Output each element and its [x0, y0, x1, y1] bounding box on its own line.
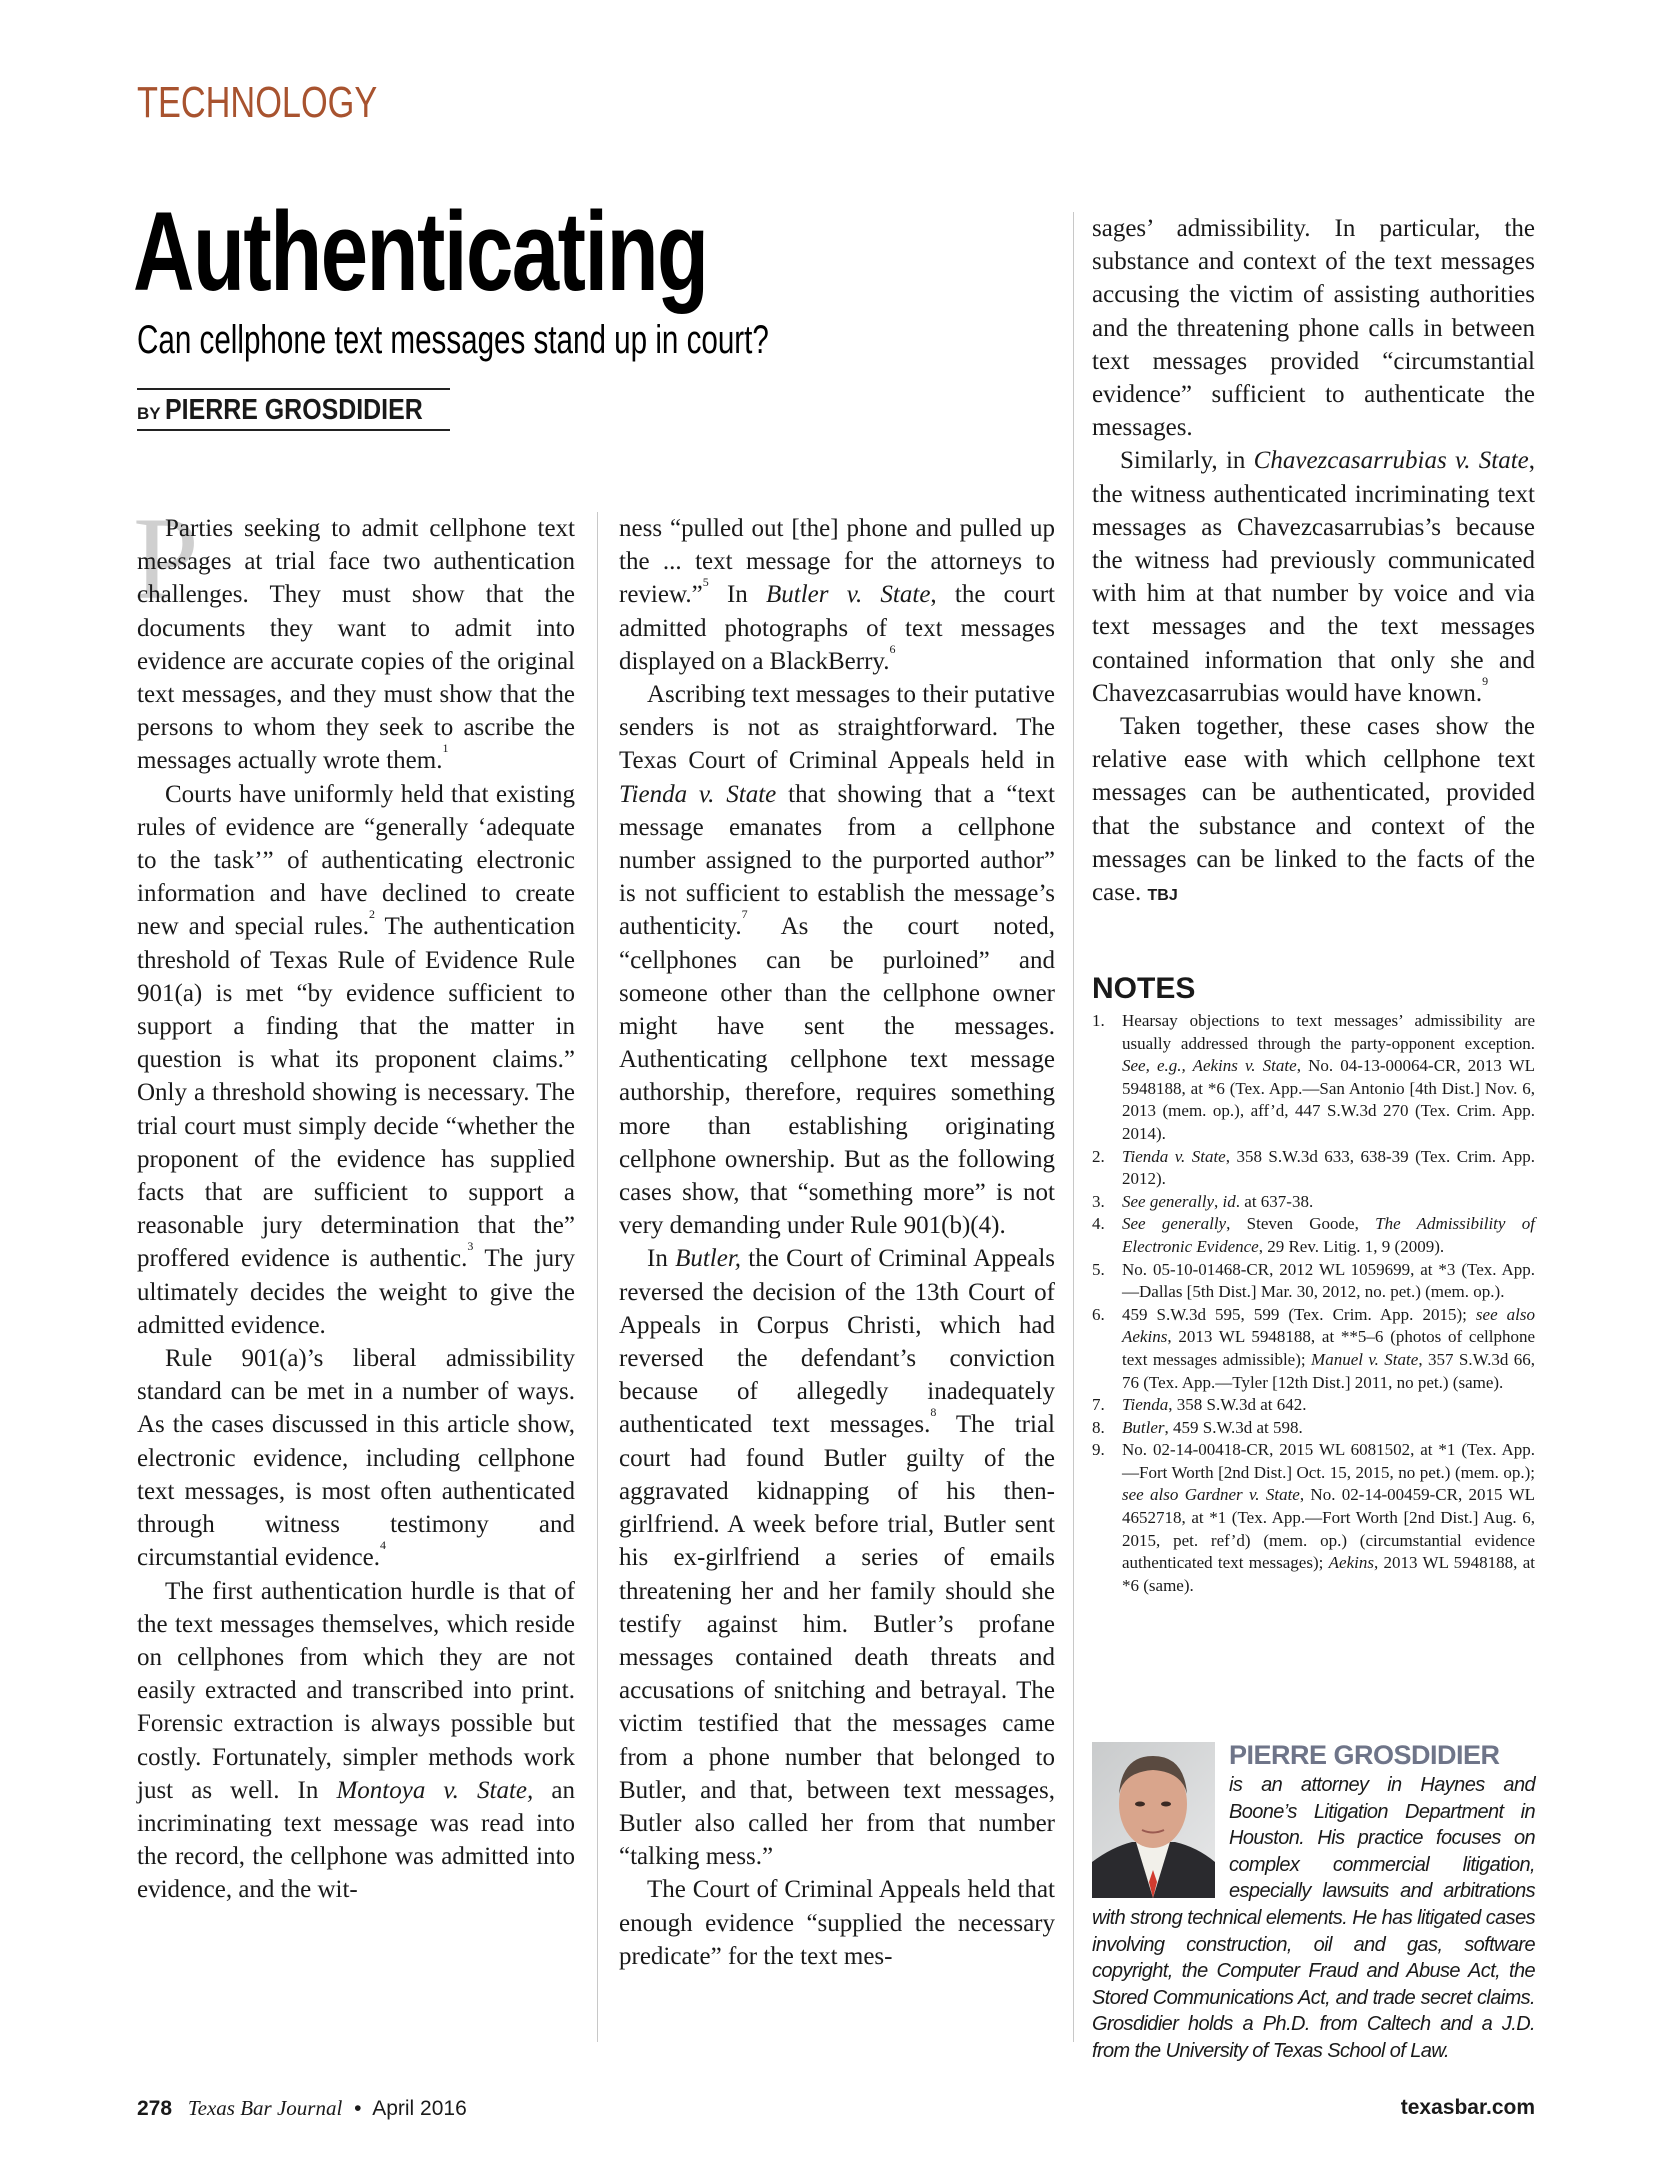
footnote-marker: 5 [702, 575, 709, 590]
article-title: Authenticating [133, 189, 708, 314]
website-link[interactable]: texasbar.com [1400, 2096, 1535, 2119]
text-run: As the court noted, “cellphones can be purloined” and someone other than the cellphone owner might have sent the messages. Authenticating cellphone text message authorship, therefore, requires something more than establishing originating cellphone ownership. But as the following cases show, that “something more” is not very demanding under Rule 901(b)(4). [619, 913, 1055, 1240]
text-run: The authentication threshold of Texas Rule of Evidence Rule 901(a) is met “by evidence sufficient to support a finding that the matter in question is what its proponent claims.” Only a threshold showing is necessary. The trial court must simply decide “whether the proponent of the evidence has supplied facts that are sufficient to support a reasonable jury determination that the” proffered evidence is authentic. [137, 913, 575, 1273]
footnote-number: 1. [1092, 1011, 1105, 1030]
footnote-marker: 3 [467, 1239, 474, 1254]
text-run: . at 637-38. [1235, 1191, 1314, 1211]
text-run: Courts have uniformly held that existing rules of evidence are “generally ‘adequate to the task’” of authenticating electronic information and have declined to create new and special rules. [137, 780, 575, 941]
paragraph [619, 1242, 1055, 1873]
text-run: 459 S.W.3d 595, 599 (Tex. Crim. App. 2015); [1122, 1304, 1476, 1324]
text-run: an incriminating text message was read into the record, the cellphone was admitted into evidence, and the wit- [137, 1776, 575, 1904]
paragraph [137, 778, 575, 1342]
italic-citation: id [1222, 1191, 1236, 1211]
text-run: , 2013 WL 5948188, at *6 (same). [1122, 1553, 1536, 1595]
paragraph [137, 512, 575, 778]
footnote [1092, 1146, 1535, 1191]
author-bio [1092, 1738, 1535, 2065]
bio-author-name: PIERRE GROSDIDIER [1229, 1740, 1500, 1770]
byline-author: PIERRE GROSDIDIER [165, 394, 423, 426]
text-run: , 357 S.W.3d 66, 76 (Tex. App.—Tyler [12th Dist.] 2011, no pet.) (same). [1122, 1349, 1535, 1392]
footnote-number: 9. [1092, 1440, 1105, 1460]
journal-name: Texas Bar Journal [187, 2096, 343, 2120]
footer-separator: • [354, 2097, 362, 2120]
footnote-marker: 1 [442, 741, 449, 756]
italic-citation: see also Aekins [1122, 1304, 1536, 1347]
text-run: , the witness authenticated incriminating text messages as Chavezcasarrubias’s because the witness had previously communicated with him at that number by voice and via text messages and the text messages contained information that only she and Chavezcasarrubias would have known. [1092, 447, 1535, 707]
footnote-marker: 4 [379, 1538, 386, 1553]
article-subtitle: Can cellphone text messages stand up in court? [137, 318, 769, 362]
text-run: , the court admitted photographs of text messages displayed on a BlackBerry. [619, 581, 1056, 675]
text-run: Similarly, in [1120, 447, 1254, 475]
text-run: Parties seeking to admit cellphone text messages at trial face two authentication challenges. They must show that the documents they want to admit into evidence are accurate copies of the original text messages, and they must show that the persons to whom they seek to ascribe the messages actually wrote them. [137, 515, 575, 775]
footnote-marker: 8 [930, 1405, 937, 1420]
column-divider [597, 512, 598, 2042]
footnote [1092, 1417, 1535, 1440]
column-divider [1073, 212, 1074, 2042]
footnote-number: 3. [1092, 1191, 1105, 1211]
footnote-marker: 9 [1482, 673, 1489, 688]
footnote [1092, 1259, 1535, 1304]
italic-citation: see also Gardner v. State [1122, 1485, 1300, 1505]
italic-citation: Montoya v. State, [336, 1776, 534, 1804]
text-run: In [647, 1245, 676, 1273]
italic-citation: See generally [1122, 1191, 1215, 1211]
text-run: , No. 04-13-00064-CR, 2013 WL 5948188, at *6 (Tex. App.—San Antonio [4th Dist.] Nov. 6, 2013 (mem. op.), aff’d, 447 S.W.3d 270 (Tex. Crim. App. 2014). [1122, 1056, 1536, 1143]
italic-citation: Butler v. State [766, 581, 931, 609]
text-run: , 358 S.W.3d at 642. [1168, 1395, 1307, 1415]
text-run: The first authentication hurdle is that of the text messages themselves, which reside on cellphones from which they are not easily extracted and transcribed into print. Forensic extraction is always possible but costly. Fortunately, simpler methods work just as well. In [137, 1577, 575, 1804]
text-run: Hearsay objections to text messages’ admissibility are usually addressed through the party-opponent exception. [1122, 1011, 1535, 1053]
italic-citation: Tienda [1122, 1395, 1169, 1415]
text-run: No. 05-10-01468-CR, 2012 WL 1059699, at *3 (Tex. App.—Dallas [5th Dist.] Mar. 30, 2012, no. pet.) (mem. op.). [1122, 1259, 1535, 1302]
text-run: , 358 S.W.3d 633, 638-39 (Tex. Crim. App. 2012). [1122, 1146, 1535, 1189]
italic-citation: See generally [1122, 1214, 1227, 1234]
text-run: sages’ admissibility. In particular, the substance and context of the text messages accusing the victim of assisting authorities and the threatening phone calls in between text messages provided “circumstantial evidence” sufficient to authenticate the messages. [1092, 215, 1535, 442]
page-number: 278 [137, 2097, 173, 2120]
drop-cap: P [133, 493, 199, 624]
text-run: In [708, 581, 767, 609]
italic-citation: See, e.g., Aekins v. State [1122, 1056, 1297, 1076]
page-footer [137, 2096, 1535, 2121]
text-run: The Court of Criminal Appeals held that enough evidence “supplied the necessary predicate” for the text mes- [619, 1876, 1055, 1970]
footnote-number: 7. [1092, 1395, 1105, 1415]
paragraph [137, 1575, 575, 1907]
italic-citation: The Admissibility of Electronic Evidence [1122, 1214, 1535, 1256]
text-run: , 2013 WL 5948188, at **5–6 (photos of cellphone text messages admissible); [1122, 1327, 1535, 1369]
footnote-marker: 7 [741, 907, 748, 922]
footnote [1092, 1439, 1535, 1597]
paragraph [619, 678, 1055, 1242]
issue-date: April 2016 [372, 2097, 467, 2120]
footnote-number: 8. [1092, 1417, 1105, 1437]
text-run: , Steven Goode, [1226, 1214, 1376, 1234]
text-run: the Court of Criminal Appeals reversed the decision of the 13th Court of Appeals in Corpus Christi, which had reversed the defendant’s conviction because of allegedly inadequately authenticated text messages. [619, 1245, 1056, 1439]
italic-citation: Manuel v. State [1311, 1349, 1419, 1369]
text-run: ness “pulled out [the] phone and pulled up the ... text message for the attorneys to review.” [619, 515, 1055, 609]
footnote [1092, 1213, 1535, 1258]
notes-heading: NOTES [1092, 972, 1196, 1005]
footnote [1092, 1010, 1535, 1146]
italic-citation: Chavezcasarrubias v. State [1253, 447, 1529, 475]
italic-citation: Tienda v. State [1122, 1146, 1226, 1166]
text-run: , 29 Rev. Litig. 1, 9 (2009). [1258, 1236, 1445, 1256]
footnote [1092, 1394, 1535, 1417]
article-column-3 [1092, 212, 1535, 912]
text-run: , 459 S.W.3d at 598. [1164, 1417, 1303, 1437]
text-run: , No. 02-14-00459-CR, 2015 WL 4652718, at *1 (Tex. App.—Fort Worth [2nd Dist.] Aug. 6, 2015, pet. ref’d) (mem. op.) (circumstantial evidence authenticated text messages); [1122, 1485, 1535, 1573]
text-run: Ascribing text messages to their putative senders is not as straightforward. The Texas Court of Criminal Appeals held in [619, 681, 1055, 775]
paragraph [619, 1873, 1055, 1973]
italic-citation: Aekins [1328, 1553, 1374, 1573]
footnote [1092, 1191, 1535, 1214]
section-label: TECHNOLOGY [137, 78, 378, 127]
footnote-number: 4. [1092, 1214, 1105, 1234]
footnote-number: 6. [1092, 1304, 1105, 1324]
footnote-marker: 2 [368, 907, 375, 922]
text-run: The jury ultimately decides the weight to give the admitted evidence. [137, 1245, 575, 1339]
article-column-1 [137, 512, 575, 1907]
footnote-number: 2. [1092, 1146, 1105, 1166]
article-column-2 [619, 512, 1055, 1973]
footnote-number: 5. [1092, 1259, 1105, 1279]
bio-text: is an attorney in Haynes and Boone’s Litigation Department in Houston. His practice focuses on complex commercial litigation, especially lawsuits and arbitrations with strong technical elements. He has litigated cases involving construction, oil and gas, software copyright, the Computer Fraud and Abuse Act, the Stored Communications Act, and trade secret claims. Grosdidier holds a Ph.D. from Caltech and a J.D. from the University of Texas School of Law. [1092, 1774, 1535, 2062]
notes-list [1092, 1010, 1535, 1597]
footnote [1092, 1304, 1535, 1394]
footnote-marker: 6 [889, 641, 896, 656]
paragraph [137, 1342, 575, 1574]
text-run: Taken together, these cases show the relative ease with which cellphone text messages can be authenticated, provided that the substance and context of the messages can be linked to the facts of the case. [1092, 713, 1535, 907]
text-run: No. 02-14-00418-CR, 2015 WL 6081502, at *1 (Tex. App.—Fort Worth [2nd Dist.] Oct. 15, 2015, no pet.) (mem. op.); [1122, 1440, 1535, 1482]
text-run: that showing that a “text message emanates from a cellphone number assigned to the purported author” is not sufficient to establish the message’s authenticity. [619, 780, 1055, 941]
text-run: , [1214, 1191, 1223, 1211]
author-photo [1092, 1742, 1215, 1898]
byline [137, 388, 450, 431]
italic-citation: Butler [1122, 1417, 1165, 1437]
text-run: Rule 901(a)’s liberal admissibility standard can be met in a number of ways. As the cases discussed in this article show, electronic evidence, including cellphone text messages, is most often authenticated through witness testimony and circumstantial evidence. [137, 1345, 575, 1572]
paragraph [1092, 444, 1535, 710]
end-mark: TBJ [1147, 887, 1178, 905]
paragraph [1092, 212, 1535, 444]
italic-citation: Butler, [675, 1245, 742, 1273]
italic-citation: Tienda v. State [619, 780, 777, 808]
byline-prefix: BY [137, 404, 161, 423]
paragraph [619, 512, 1055, 678]
paragraph [1092, 710, 1535, 912]
text-run: The trial court had found Butler guilty of the aggravated kidnapping of his then-girlfriend. A week before trial, Butler sent his ex-girlfriend a series of emails threatening her and her family should she testify against him. Butler’s profane messages contained death threats and accusations of snitching and betrayal. The victim testified that the messages came from a phone number that belonged to Butler, and that, between text messages, Butler also called her from that number “talking mess.” [619, 1411, 1055, 1871]
